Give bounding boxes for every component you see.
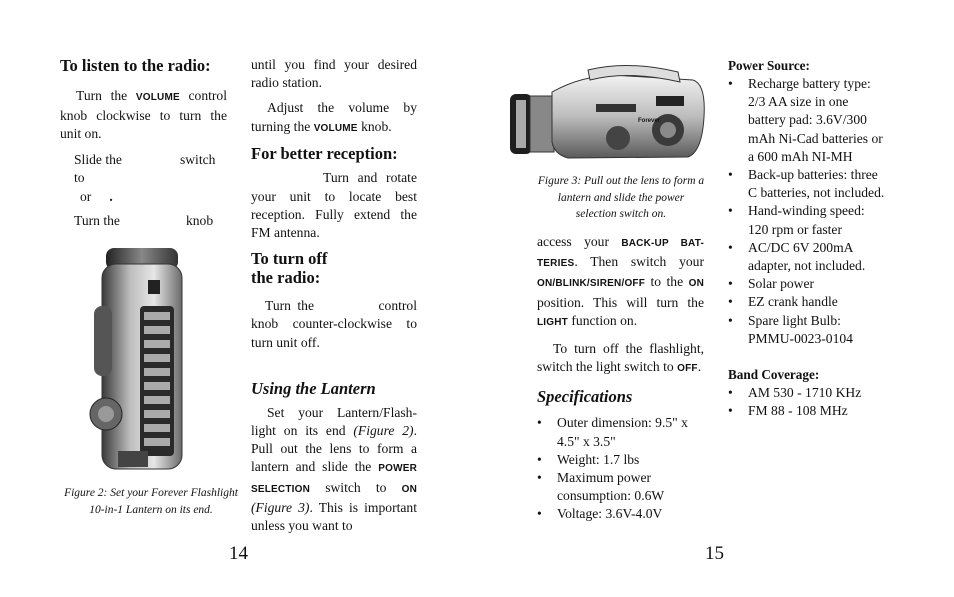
col2-paragraph-3: Turn and rotate your unit to locate best reception. Fully extend the FM antenna. — [251, 170, 417, 240]
specs-list — [537, 414, 704, 523]
listen-paragraph-1: Turn the VOLUME control knob clockwise to turn the unit on. — [60, 87, 227, 141]
left-column-1 — [60, 57, 227, 230]
list-item: • Weight: 1.7 lbs — [537, 451, 640, 467]
heading-listen: To listen to the radio: — [60, 56, 211, 75]
list-item: • Maximum power consumption: 0.6W — [537, 470, 665, 504]
col2-paragraph-2: Adjust the volume by turning the VOLUME knob. — [251, 100, 417, 134]
list-item: • EZ crank handle — [728, 294, 838, 310]
right-column-1 — [537, 233, 704, 524]
list-item: • Recharge battery type: 2/3 AA size in one battery pad: 3.6V/300 mAh Ni-Cad batteries or a 600 mAh NI-MH — [728, 76, 883, 164]
figure-2-lantern-photo — [88, 246, 198, 476]
listen-paragraph-2: Slide the switch to or . — [74, 152, 216, 204]
power-list — [728, 75, 888, 348]
list-item: • Outer dimension: 9.5" x 4.5" x 3.5" — [537, 415, 688, 449]
right-paragraph-1: access your BACK-UP BAT-TERIES. Then switch your ON/BLINK/SIREN/OFF to the ON position. This will turn the LIGHT function on. — [537, 234, 704, 328]
list-item: • AM 530 - 1710 KHz — [728, 385, 862, 401]
heading-band-coverage: Band Coverage: — [728, 367, 820, 383]
heading-reception: For better reception: — [251, 143, 398, 163]
figure-2-caption: Figure 2: Set your Forever Flashlight 10-in-1 Lantern on its end. — [64, 487, 238, 516]
list-item: • Voltage: 3.6V-4.0V — [537, 506, 663, 522]
listen-paragraph-3: Turn the knob — [74, 212, 214, 228]
right-paragraph-2: To turn off the flashlight, switch the light switch to OFF. — [537, 341, 704, 375]
page-number-right: 15 — [705, 543, 724, 564]
list-item: • Solar power — [728, 276, 815, 292]
heading-lantern: Using the Lantern — [251, 378, 376, 398]
device-brand-label: Forever — [638, 118, 661, 124]
col2-paragraph-1: until you find your desired radio station. — [251, 57, 417, 91]
list-item: • AC/DC 6V 200mA adapter, not included. — [728, 239, 866, 274]
band-list — [728, 384, 888, 420]
page-number-left: 14 — [229, 543, 248, 564]
list-item: • Back-up batteries: three C batteries, not included. — [728, 167, 885, 201]
heading-power-source: Power Source: — [728, 58, 810, 73]
right-column-2 — [728, 57, 888, 420]
figure-3-caption: Figure 3: Pull out the lens to form a lantern and slide the power selection switch on. — [537, 175, 705, 220]
heading-specifications: Specifications — [537, 387, 633, 407]
list-item: • Spare light Bulb: PMMU-0023-0104 — [728, 312, 853, 346]
heading-turn-off: To turn off the radio: — [251, 249, 328, 287]
list-item: • Hand-winding speed: 120 rpm or faster — [728, 203, 865, 237]
list-item: • FM 88 - 108 MHz — [728, 403, 848, 419]
col2-paragraph-4: Turn the control knob counter-clockwise to turn unit off. — [251, 298, 417, 350]
figure-3-flashlight-photo — [508, 62, 708, 167]
left-column-2 — [251, 56, 417, 535]
col2-paragraph-5: Set your Lantern/Flash-light on its end (Figure 2). Pull out the lens to form a lantern and slide the POWER SELECTION switch to ON (Figure 3). This is important unless you want to — [251, 404, 417, 533]
